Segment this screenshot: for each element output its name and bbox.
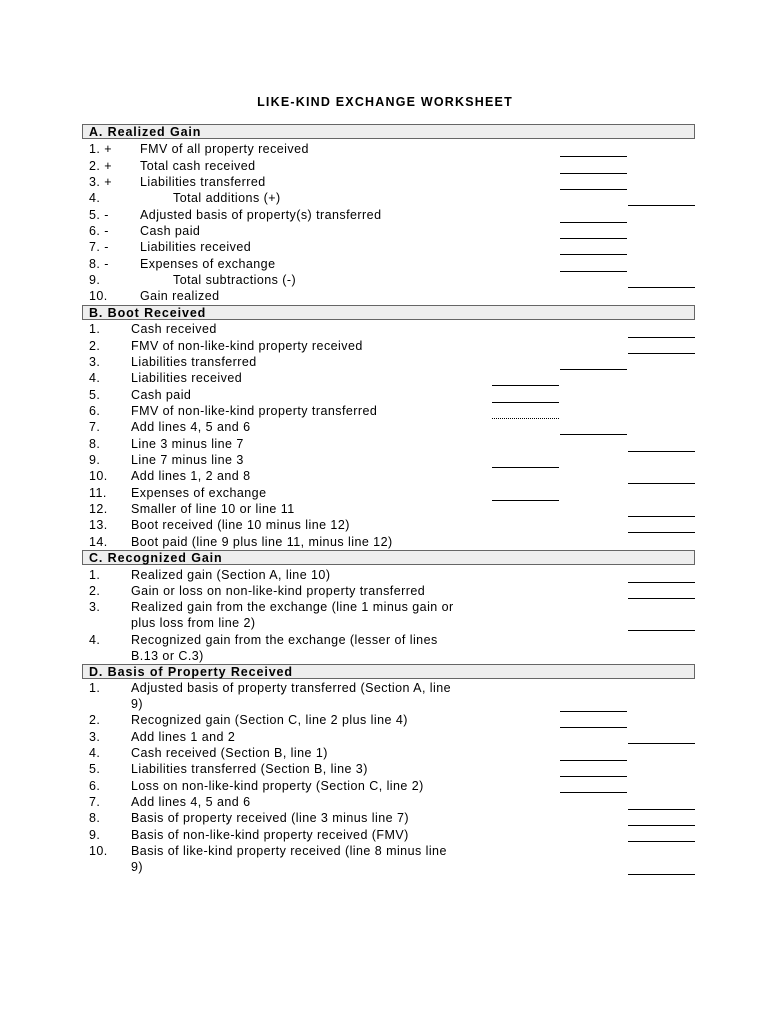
entry-blank[interactable] [492,402,559,403]
row-label: Adjusted basis of property transferred (Section A, line [131,681,452,695]
row-label: Gain realized [140,289,220,303]
row-number: 1. + [89,142,112,156]
entry-blank[interactable] [560,760,627,761]
row-number: 4. [89,746,101,760]
row-number: 6. - [89,224,109,238]
row-label: Total additions (+) [173,191,281,205]
entry-blank[interactable] [628,825,695,826]
entry-blank[interactable] [560,156,627,157]
row-number: 6. [89,404,101,418]
row-label: Basis of like-kind property received (line 8 minus line [131,844,447,858]
row-number: 6. [89,779,101,793]
entry-blank[interactable] [628,743,695,744]
row-number: 1. [89,568,101,582]
row-number: 5. [89,388,101,402]
row-number: 3. [89,730,101,744]
row-label: FMV of non-like-kind property transferred [131,404,378,418]
row-number: 12. [89,502,108,516]
entry-blank[interactable] [628,630,695,631]
row-label: Cash received (Section B, line 1) [131,746,328,760]
entry-blank[interactable] [560,238,627,239]
row-number: 5. [89,762,101,776]
worksheet-title: LIKE-KIND EXCHANGE WORKSHEET [257,95,513,109]
row-label: Liabilities transferred [140,175,266,189]
row-label: Liabilities transferred (Section B, line 3) [131,762,368,776]
row-label-continued: 9) [131,697,144,711]
entry-blank[interactable] [628,337,695,338]
entry-blank[interactable] [560,369,627,370]
entry-blank[interactable] [628,516,695,517]
entry-blank[interactable] [628,483,695,484]
row-label: Cash paid [131,388,192,402]
row-label: Realized gain (Section A, line 10) [131,568,331,582]
row-label: Smaller of line 10 or line 11 [131,502,295,516]
row-label: Boot paid (line 9 plus line 11, minus line 12) [131,535,393,549]
section-d-header: D. Basis of Property Received [82,664,695,679]
row-label: Realized gain from the exchange (line 1 minus gain or [131,600,454,614]
row-label: Adjusted basis of property(s) transferred [140,208,382,222]
row-label: Recognized gain (Section C, line 2 plus line 4) [131,713,408,727]
entry-blank[interactable] [560,776,627,777]
row-label: Total cash received [140,159,256,173]
row-label: Total subtractions (-) [173,273,297,287]
entry-blank[interactable] [560,254,627,255]
row-number: 14. [89,535,108,549]
entry-blank[interactable] [560,173,627,174]
row-number: 4. [89,633,101,647]
section-a-header: A. Realized Gain [82,124,695,139]
row-number: 7. - [89,240,109,254]
row-number: 8. [89,437,101,451]
row-number: 3. + [89,175,112,189]
row-label: Liabilities received [131,371,243,385]
row-label: FMV of all property received [140,142,309,156]
row-label: Loss on non-like-kind property (Section C, line 2) [131,779,424,793]
section-c-header: C. Recognized Gain [82,550,695,565]
row-number: 2. [89,713,101,727]
row-label-continued: B.13 or C.3) [131,649,204,663]
entry-blank[interactable] [492,418,559,419]
entry-blank[interactable] [628,532,695,533]
entry-blank[interactable] [560,271,627,272]
entry-blank[interactable] [628,841,695,842]
row-number: 4. [89,371,101,385]
row-number: 10. [89,289,108,303]
row-label: Gain or loss on non-like-kind property transferred [131,584,426,598]
row-number: 9. [89,273,101,287]
row-number: 10. [89,469,108,483]
entry-blank[interactable] [560,711,627,712]
row-number: 2. [89,339,101,353]
row-label: Add lines 1, 2 and 8 [131,469,251,483]
entry-blank[interactable] [628,287,695,288]
row-label: Basis of non-like-kind property received (FMV) [131,828,409,842]
entry-blank[interactable] [560,434,627,435]
entry-blank[interactable] [628,598,695,599]
row-label: Line 3 minus line 7 [131,437,244,451]
row-number: 1. [89,322,101,336]
row-label: Add lines 4, 5 and 6 [131,420,251,434]
row-label: Liabilities received [140,240,252,254]
row-number: 4. [89,191,101,205]
row-number: 3. [89,355,101,369]
row-number: 9. [89,453,101,467]
row-number: 2. + [89,159,112,173]
row-label-continued: plus loss from line 2) [131,616,256,630]
entry-blank[interactable] [628,874,695,875]
entry-blank[interactable] [628,205,695,206]
entry-blank[interactable] [492,500,559,501]
row-label: Add lines 4, 5 and 6 [131,795,251,809]
entry-blank[interactable] [492,385,559,386]
row-label: Cash received [131,322,217,336]
row-number: 2. [89,584,101,598]
entry-blank[interactable] [628,353,695,354]
row-number: 11. [89,486,107,500]
row-label: Basis of property received (line 3 minus line 7) [131,811,409,825]
entry-blank[interactable] [628,582,695,583]
entry-blank[interactable] [628,451,695,452]
row-label: Add lines 1 and 2 [131,730,236,744]
entry-blank[interactable] [628,809,695,810]
row-label: Expenses of exchange [140,257,276,271]
entry-blank[interactable] [560,222,627,223]
row-number: 5. - [89,208,109,222]
row-label: Cash paid [140,224,201,238]
row-number: 3. [89,600,101,614]
row-number: 1. [89,681,101,695]
row-number: 7. [89,420,101,434]
row-number: 8. [89,811,101,825]
section-b-header: B. Boot Received [82,305,695,320]
row-number: 10. [89,844,108,858]
row-label: FMV of non-like-kind property received [131,339,363,353]
row-label-continued: 9) [131,860,144,874]
row-label: Recognized gain from the exchange (lesser of lines [131,633,438,647]
row-number: 7. [89,795,101,809]
entry-blank[interactable] [560,792,627,793]
entry-blank[interactable] [560,189,627,190]
row-label: Boot received (line 10 minus line 12) [131,518,350,532]
row-number: 9. [89,828,101,842]
row-number: 8. - [89,257,109,271]
entry-blank[interactable] [492,467,559,468]
row-label: Liabilities transferred [131,355,257,369]
row-number: 13. [89,518,108,532]
row-label: Expenses of exchange [131,486,267,500]
row-label: Line 7 minus line 3 [131,453,244,467]
entry-blank[interactable] [560,727,627,728]
